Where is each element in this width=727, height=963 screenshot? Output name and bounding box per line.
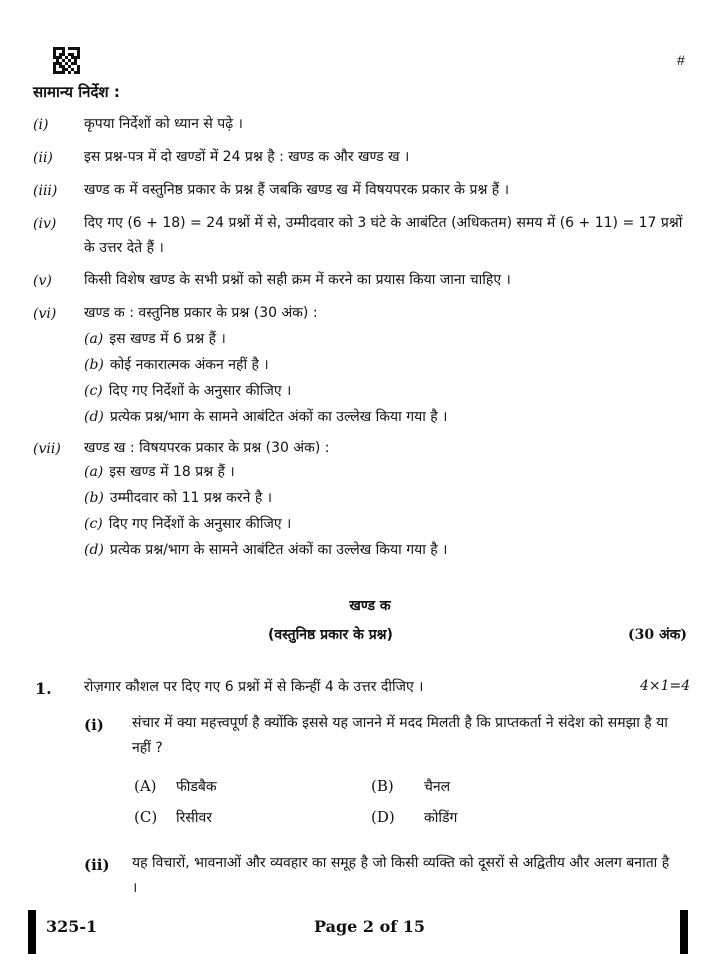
- footer-bar-left: [28, 910, 36, 954]
- instruction-text: इस प्रश्न-पत्र में दो खण्डों में 24 प्रश्न है : खण्ड क और खण्ड ख ।: [84, 149, 410, 165]
- sub-text: इस खण्ड में 6 प्रश्न हैं ।: [109, 331, 226, 347]
- sub-text: उम्मीदवार को 11 प्रश्न करने है ।: [109, 490, 273, 506]
- sub-label: (a): [84, 331, 104, 347]
- instruction-text: दिए गए (6 + 18) = 24 प्रश्नों में से, उम्मीदवार को 3 घंटे के आबंटित (अधिकतम) समय में (6 + 11) = 17 प्रश्नों के उत्तर देते हैं ।: [84, 215, 683, 256]
- question-text: रोज़गार कौशल पर दिए गए 6 प्रश्नों में से किन्हीं 4 के उत्तर दीजिए ।: [84, 679, 424, 695]
- sub-question-number: (ii): [84, 856, 110, 874]
- instruction-text: खण्ड ख : विषयपरक प्रकार के प्रश्न (30 अंक) :: [84, 440, 330, 456]
- option-text: रिसीवर: [176, 810, 212, 826]
- instruction-number: (v): [33, 273, 52, 289]
- option-text: चैनल: [424, 779, 451, 795]
- sub-text: दिए गए निर्देशों के अनुसार कीजिए ।: [108, 516, 292, 532]
- list-item: [84, 537, 448, 563]
- option-label: (D): [371, 808, 395, 826]
- list-item: [84, 404, 448, 430]
- question-marks: 4×1=4: [640, 678, 691, 694]
- sub-label: (d): [84, 542, 104, 558]
- sub-text: प्रत्येक प्रश्न/भाग के सामने आबंटित अंकों का उल्लेख किया गया है ।: [109, 542, 448, 558]
- list-item: [84, 326, 448, 352]
- sub-label: (b): [84, 490, 104, 506]
- page-number: Page 2 of 15: [314, 917, 425, 936]
- section-title: खण्ड क: [349, 598, 391, 614]
- instruction-number: (i): [33, 117, 49, 133]
- sub-text: कोई नकारात्मक अंकन नहीं है ।: [109, 357, 269, 373]
- list-item: [84, 378, 448, 404]
- option-label: (C): [134, 808, 158, 826]
- qr-code: [53, 47, 80, 74]
- option-label: (A): [134, 777, 157, 795]
- question-number: 1.: [35, 679, 52, 698]
- sub-label: (a): [84, 464, 104, 480]
- section-subtitle: (वस्तुनिष्ठ प्रकार के प्रश्न): [268, 627, 393, 643]
- list-item: [84, 459, 448, 485]
- instruction-number: (ii): [33, 150, 53, 166]
- paper-code: 325-1: [46, 917, 98, 936]
- instruction-text: खण्ड क : वस्तुनिष्ठ प्रकार के प्रश्न (30 अंक) :: [84, 305, 318, 321]
- section-a-sub-list: [84, 326, 448, 430]
- section-b-sub-list: [84, 459, 448, 563]
- option-text: फीडबैक: [176, 779, 217, 795]
- section-marks: (30 अंक): [628, 627, 688, 643]
- instruction-text: खण्ड क में वस्तुनिष्ठ प्रकार के प्रश्न हैं जबकि खण्ड ख में विषयपरक प्रकार के प्रश्न हैं ।: [84, 182, 509, 198]
- instruction-number: (vi): [33, 306, 57, 322]
- sub-label: (d): [84, 409, 104, 425]
- list-item: [84, 485, 448, 511]
- footer-bar-right: [680, 910, 688, 954]
- general-instructions-title: सामान्य निर्देश :: [33, 83, 120, 101]
- list-item: [84, 352, 448, 378]
- option-text: कोडिंग: [424, 810, 458, 826]
- sub-question-text: संचार में क्या महत्त्वपूर्ण है क्योंकि इससे यह जानने में मदद मिलती है कि प्राप्तकर्ता ने संदेश को समझा है या नहीं ?: [132, 715, 668, 756]
- sub-question-text: यह विचारों, भावनाओं और व्यवहार का समूह है जो किसी व्यक्ति को दूसरों से अद्वितीय और अलग बनाता है ।: [132, 855, 670, 896]
- sub-label: (c): [84, 516, 103, 532]
- option-label: (B): [371, 777, 394, 795]
- instruction-number: (iv): [33, 216, 57, 232]
- page-hash-mark: #: [677, 52, 685, 68]
- instruction-number: (vii): [33, 441, 61, 457]
- instruction-text: कृपया निर्देशों को ध्यान से पढ़े ।: [84, 116, 243, 132]
- sub-label: (c): [84, 383, 103, 399]
- instruction-number: (iii): [33, 183, 58, 199]
- sub-label: (b): [84, 357, 104, 373]
- sub-text: दिए गए निर्देशों के अनुसार कीजिए ।: [108, 383, 292, 399]
- sub-text: इस खण्ड में 18 प्रश्न हैं ।: [109, 464, 235, 480]
- list-item: [84, 511, 448, 537]
- instruction-text: किसी विशेष खण्ड के सभी प्रश्नों को सही क्रम में करने का प्रयास किया जाना चाहिए ।: [84, 272, 511, 288]
- sub-question-number: (i): [84, 716, 104, 734]
- sub-text: प्रत्येक प्रश्न/भाग के सामने आबंटित अंकों का उल्लेख किया गया है ।: [109, 409, 448, 425]
